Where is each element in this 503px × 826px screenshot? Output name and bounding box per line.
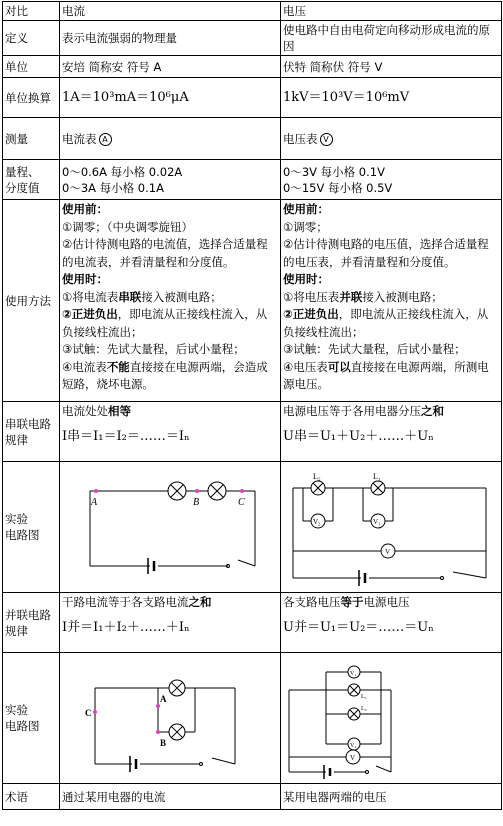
parallel-rule-voltage bbox=[281, 593, 502, 653]
voltmeter-v1-label: V₁ bbox=[373, 517, 381, 526]
usage-voltage-before-1: ①调零； bbox=[283, 219, 328, 234]
usage-voltage bbox=[281, 200, 502, 402]
conversion-label: 单位换算 bbox=[3, 78, 60, 118]
ammeter-icon: A bbox=[99, 133, 112, 146]
usage-voltage-d2: ②正进负出，即电流从正接线柱流入，从负接线柱流出； bbox=[283, 307, 489, 339]
series-rule-label bbox=[3, 402, 60, 462]
header-col1: 对比 bbox=[3, 2, 60, 21]
lamp-l1-label: L₁ bbox=[373, 471, 381, 481]
comparison-table bbox=[2, 1, 502, 810]
parallel-current-circuit bbox=[60, 654, 281, 783]
parallel-rule-label-2: 规律 bbox=[5, 623, 28, 638]
point-b-label: B bbox=[193, 496, 200, 508]
usage-current bbox=[60, 200, 281, 402]
series-diagram-row bbox=[3, 462, 502, 593]
series-diagram-label bbox=[3, 462, 60, 593]
range-current bbox=[60, 160, 281, 200]
measure-current: 电流表 bbox=[62, 131, 97, 146]
header-col2: 电流 bbox=[60, 2, 281, 21]
measure-voltage-cell bbox=[281, 118, 502, 160]
conversion-row bbox=[3, 78, 502, 118]
measure-voltage: 电压表 bbox=[283, 131, 318, 146]
usage-current-before-title: 使用前： bbox=[62, 202, 108, 216]
usage-voltage-during-title: 使用时： bbox=[283, 272, 329, 286]
series-rule-current-text: 电流处处相等 bbox=[62, 404, 131, 418]
point-a-label: A bbox=[91, 496, 98, 508]
point-b-dot bbox=[195, 489, 199, 493]
parallel-v-label: V bbox=[350, 753, 356, 762]
point-a-dot bbox=[94, 489, 98, 493]
series-diagram-label-2: 电路图 bbox=[5, 528, 40, 542]
series-rule-label-1: 串联电路 bbox=[5, 416, 51, 431]
usage-voltage-before-2: ②估计待测电路的电压值，选择合适量程的电压表，并看清量程和分度值。 bbox=[283, 237, 489, 269]
range-current-1: 0～0.6A 每小格 0.02A bbox=[62, 164, 183, 179]
series-rule-voltage bbox=[281, 402, 502, 462]
parallel-l1-label: L₁ bbox=[361, 693, 367, 700]
series-current-circuit bbox=[60, 463, 281, 592]
definition-row bbox=[3, 21, 502, 56]
usage-current-before-1: ①调零；（中央调零旋钮） bbox=[62, 219, 194, 234]
measure-row bbox=[3, 118, 502, 160]
series-diagram-label-1: 实验 bbox=[5, 512, 28, 526]
usage-current-before-2: ②估计待测电路的电流值，选择合适量程的电流表，并看清量程和分度值。 bbox=[62, 237, 268, 269]
term-voltage: 某用电器两端的电压 bbox=[281, 784, 502, 810]
parallel-point-c-dot bbox=[93, 710, 97, 714]
parallel-diagram-row bbox=[3, 653, 502, 784]
series-rule-label-2: 规律 bbox=[5, 432, 28, 447]
parallel-voltage-circuit bbox=[281, 654, 502, 783]
usage-row bbox=[3, 200, 502, 402]
unit-current: 安培 简称安 符号 A bbox=[60, 56, 281, 78]
unit-label: 单位 bbox=[3, 56, 60, 78]
parallel-rule-label-1: 并联电路 bbox=[5, 607, 51, 622]
parallel-rule-current-text: 干路电流等于各支路电流之和 bbox=[62, 595, 212, 609]
parallel-diagram-label bbox=[3, 653, 60, 784]
conversion-voltage: 1kV＝10³V＝10⁶mV bbox=[281, 78, 502, 118]
usage-current-during-title: 使用时： bbox=[62, 272, 108, 286]
usage-voltage-d1: ①将电压表并联接入被测电路； bbox=[283, 289, 443, 304]
header-col3: 电压 bbox=[281, 2, 502, 21]
parallel-rule-row bbox=[3, 593, 502, 653]
usage-label: 使用方法 bbox=[3, 200, 60, 402]
parallel-point-c-label: C bbox=[85, 707, 92, 718]
unit-row bbox=[3, 56, 502, 78]
header-row bbox=[3, 2, 502, 21]
usage-current-d4: ④电流表不能直接接在电源两端，会造成短路，烧坏电源。 bbox=[62, 359, 268, 391]
parallel-diagram-label-1: 实验 bbox=[5, 703, 28, 717]
definition-current: 表示电流强弱的物理量 bbox=[60, 21, 281, 56]
parallel-point-b-label: B bbox=[160, 737, 167, 748]
term-row bbox=[3, 784, 502, 810]
series-voltage-diagram-cell bbox=[281, 462, 502, 593]
parallel-diagram-label-2: 电路图 bbox=[5, 719, 40, 733]
voltmeter-v-label: V bbox=[385, 547, 391, 556]
range-row bbox=[3, 160, 502, 200]
parallel-v2-label: V₂ bbox=[350, 742, 357, 749]
measure-label: 测量 bbox=[3, 118, 60, 160]
usage-current-d2: ②正进负出，即电流从正接线柱流入，从负接线柱流出； bbox=[62, 307, 268, 339]
usage-voltage-before-title: 使用前： bbox=[283, 202, 329, 216]
definition-label: 定义 bbox=[3, 21, 60, 56]
range-label-1: 量程、 bbox=[5, 164, 40, 179]
parallel-point-a-label: A bbox=[160, 693, 167, 704]
series-voltage-formula: U串＝U₁＋U₂＋……＋Uₙ bbox=[283, 429, 434, 444]
parallel-rule-current bbox=[60, 593, 281, 653]
parallel-point-b-dot bbox=[156, 730, 160, 734]
series-voltage-circuit bbox=[281, 463, 502, 592]
series-rule-row bbox=[3, 402, 502, 462]
term-label: 术语 bbox=[3, 784, 60, 810]
parallel-rule-voltage-text: 各支路电压等于电源电压 bbox=[283, 595, 410, 609]
usage-voltage-d3: ③试触：先试大量程，后试小量程； bbox=[283, 342, 466, 356]
conversion-current: 1A＝10³mA＝10⁶μA bbox=[60, 78, 281, 118]
range-voltage bbox=[281, 160, 502, 200]
range-voltage-1: 0～3V 每小格 0.1V bbox=[283, 164, 385, 179]
parallel-rule-label bbox=[3, 593, 60, 653]
usage-voltage-d4: ④电压表可以直接接在电源两端，所测电源电压。 bbox=[283, 359, 489, 391]
usage-current-d3: ③试触：先试大量程，后试小量程； bbox=[62, 342, 245, 356]
measure-current-cell bbox=[60, 118, 281, 160]
voltmeter-v2-label: V₂ bbox=[313, 517, 321, 526]
series-rule-current bbox=[60, 402, 281, 462]
range-label bbox=[3, 160, 60, 200]
unit-voltage: 伏特 简称伏 符号 V bbox=[281, 56, 502, 78]
parallel-point-a-dot bbox=[156, 704, 160, 708]
series-rule-voltage-text: 电源电压等于各用电器分压之和 bbox=[283, 404, 444, 418]
parallel-l2-label: L₂ bbox=[361, 705, 367, 712]
series-current-formula: I串＝I₁＝I₂＝……＝Iₙ bbox=[62, 429, 190, 444]
parallel-voltage-formula: U并＝U₁＝U₂＝……＝Uₙ bbox=[283, 620, 434, 635]
parallel-v1-label: V₁ bbox=[350, 670, 357, 677]
voltmeter-icon: V bbox=[320, 133, 333, 146]
range-current-2: 0～3A 每小格 0.1A bbox=[62, 180, 164, 195]
point-c-label: C bbox=[238, 496, 245, 508]
usage-current-d1: ①将电流表串联接入被测电路； bbox=[62, 289, 222, 304]
term-current: 通过某用电器的电流 bbox=[60, 784, 281, 810]
range-voltage-2: 0～15V 每小格 0.5V bbox=[283, 180, 393, 195]
series-current-diagram-cell bbox=[60, 462, 281, 593]
parallel-current-diagram-cell bbox=[60, 653, 281, 784]
point-c-dot bbox=[240, 489, 244, 493]
range-label-2: 分度值 bbox=[5, 180, 40, 195]
parallel-current-formula: I并＝I₁＋I₂＋……＋Iₙ bbox=[62, 620, 190, 635]
definition-voltage: 使电路中自由电荷定向移动形成电流的原因 bbox=[281, 21, 502, 56]
parallel-voltage-diagram-cell bbox=[281, 653, 502, 784]
lamp-l2-label: L₂ bbox=[313, 471, 321, 481]
